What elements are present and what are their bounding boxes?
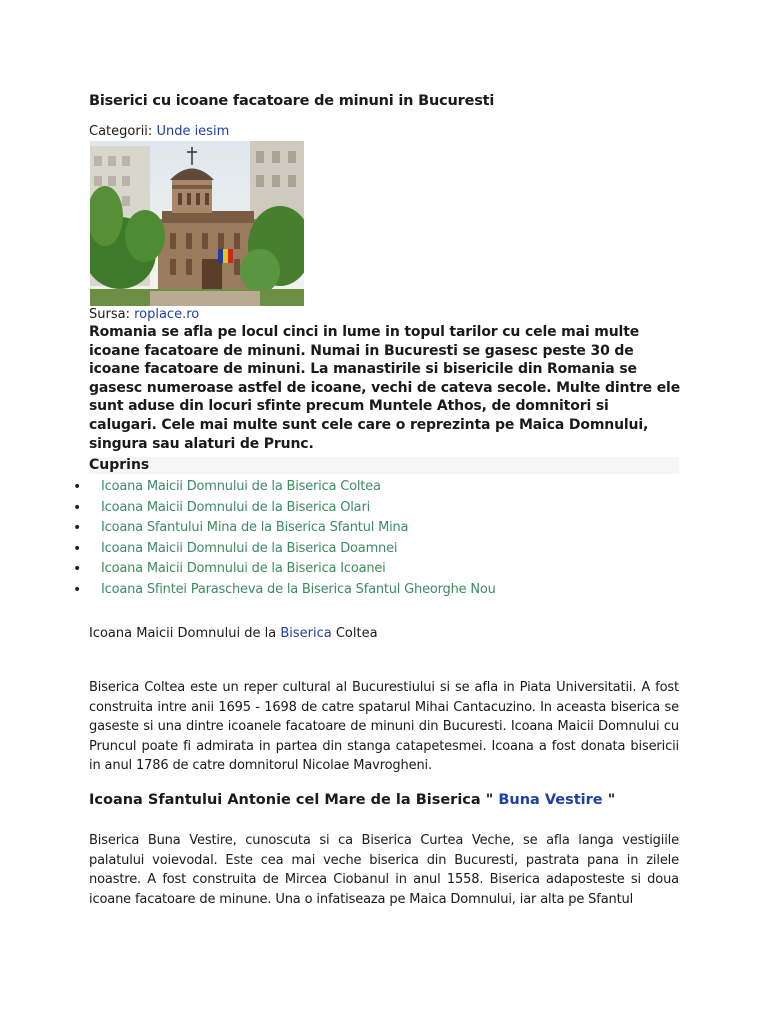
section1-heading-post: Coltea — [331, 626, 378, 641]
bullet-icon: • — [73, 540, 82, 557]
categories-label: Categorii: — [89, 124, 157, 139]
toc-link-sfantul-gheorghe-nou[interactable]: Icoana Sfintei Parascheva de la Biserica Sfantul Gheorghe Nou — [101, 581, 496, 597]
toc-item — [73, 518, 496, 539]
toc-item — [73, 559, 496, 580]
church-photo — [90, 141, 304, 306]
section1-heading-pre: Icoana Maicii Domnului de la — [89, 626, 281, 641]
toc-link-sfantul-mina[interactable]: Icoana Sfantului Mina de la Biserica Sfantul Mina — [101, 520, 409, 536]
toc-link-olari[interactable]: Icoana Maicii Domnului de la Biserica Olari — [101, 499, 371, 515]
toc-item — [73, 498, 496, 519]
toc-heading-background — [89, 457, 679, 474]
toc-list — [73, 477, 496, 601]
categories-line — [89, 124, 229, 139]
intro-paragraph: Romania se afla pe locul cinci in lume in topul tarilor cu cele mai multe icoane facatoare de minuni. Numai in Bucuresti se gasesc peste 30 de icoane facatoare de minuni. La manastirile si bisericile din Romania se gasesc numeroase astfel de icoane, vechi de cateva secole. Multe dintre ele sunt aduse din locuri sfinte precum Muntele Athos, de domnitori si calugari. Cele mai multe sunt cele care o reprezinta pe Maica Domnului, singura sau alaturi de Prunc. — [89, 324, 681, 452]
toc-link-coltea[interactable]: Icoana Maicii Domnului de la Biserica Coltea — [101, 479, 381, 494]
toc-link-icoanei[interactable]: Icoana Maicii Domnului de la Biserica Icoanei — [101, 561, 386, 577]
source-link-roplace[interactable]: roplace.ro — [134, 307, 200, 322]
buna-vestire-link[interactable]: Buna Vestire — [498, 792, 603, 808]
toc-item — [73, 580, 496, 601]
buna-vestire-paragraph: Biserica Buna Vestire, cunoscuta si ca Biserica Curtea Veche, se afla langa vestigiile palatului voievodal. Este cea mai veche biserica din Bucuresti, pastrata pana in zilele noastre. A fost construita de Mircea Ciobanul in anul 1558. Biserica adaposteste si doua icoane facatoare de minune. Una o infatiseaza pe Maica Domnului, iar alta pe Sfantul — [89, 833, 679, 907]
toc-item — [73, 477, 496, 498]
source-label: Sursa: — [89, 307, 135, 322]
biserica-link[interactable]: Biserica — [280, 626, 332, 641]
bullet-icon: • — [73, 499, 82, 516]
toc-link-doamnei[interactable]: Icoana Maicii Domnului de la Biserica Doamnei — [101, 540, 398, 556]
section-heading-coltea — [89, 626, 378, 641]
toc-item — [73, 539, 496, 560]
bullet-icon: • — [73, 581, 82, 598]
category-link-unde-iesim[interactable]: Unde iesim — [156, 124, 230, 139]
source-line — [89, 307, 199, 322]
section2-heading-pre: Icoana Sfantului Antonie cel Mare de la Biserica " — [89, 792, 499, 808]
bullet-icon: • — [73, 520, 82, 537]
section-heading-antonie — [89, 792, 615, 808]
coltea-paragraph: Biserica Coltea este un reper cultural al Bucurestiului si se afla in Piata Universitatii. A fost construita intre anii 1695 - 1698 de catre spatarul Mihai Cantacuzino. In aceasta biserica se gaseste si una dintre icoanele facatoare de minuni din Bucuresti. Icoana Maicii Domnului cu Pruncul poate fi admirata in partea din stanga catapetesmei. Icoana a fost donata bisericii in anul 1786 de catre domnitorul Nicolae Mavrogheni. — [89, 680, 679, 773]
section2-heading-post: " — [602, 792, 616, 808]
toc-heading: Cuprins — [89, 457, 150, 473]
article-title: Biserici cu icoane facatoare de minuni in Bucuresti — [89, 93, 495, 109]
bullet-icon: • — [73, 561, 82, 578]
bullet-icon: • — [73, 479, 82, 495]
